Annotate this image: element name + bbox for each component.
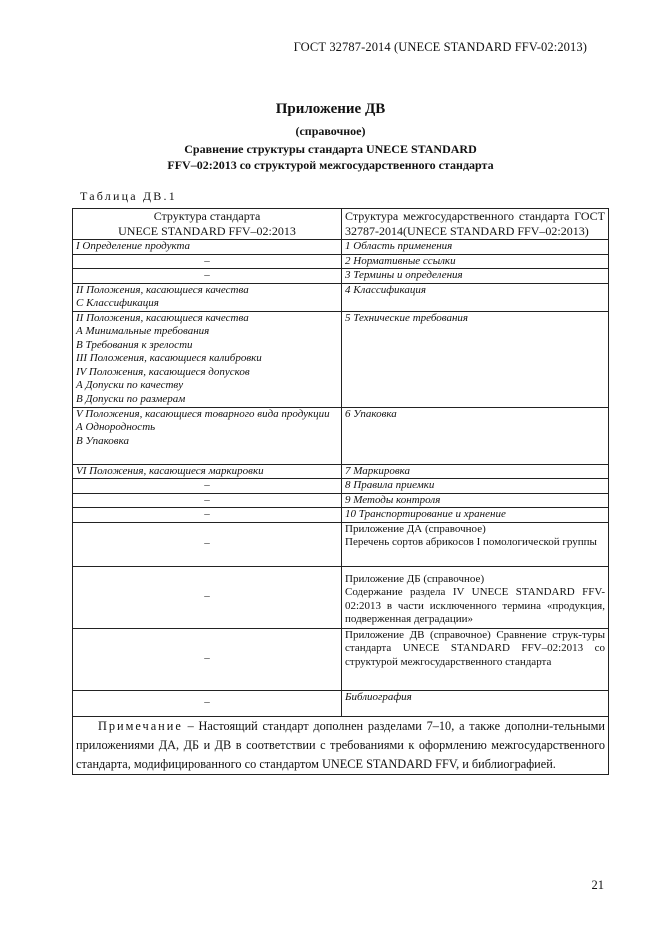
- right-structure-cell: [342, 269, 609, 284]
- right-cell-line: 4 Классификация: [345, 283, 427, 296]
- note-text: – Настоящий стандарт дополнен разделами 7–10, а также дополни-тельными приложениями ДА, ДБ и ДВ в соответствии с требованиями к оформлению межгосударственного стандарта, модифицированного со стандартом UNECE STANDARD FFV, и библиографией.: [76, 718, 605, 771]
- right-cell-line: Содержание раздела IV UNECE STANDARD FFV-02:2013 в части исключенного термина «продукция, подверженная деградации»: [345, 586, 605, 625]
- running-header: ГОСТ 32787-2014 (UNECE STANDARD FFV-02:2013): [293, 40, 587, 54]
- left-structure-cell: [73, 283, 342, 311]
- left-cell-line: –: [204, 269, 210, 281]
- right-cell-line: 3 Термины и определения: [345, 269, 463, 281]
- left-structure-cell: [73, 479, 342, 494]
- right-structure-cell: [342, 690, 609, 716]
- table-row: [73, 493, 609, 508]
- left-cell-line: IV Положения, касающиеся допусков: [76, 365, 250, 378]
- table-row: [73, 522, 609, 566]
- left-cell-line: –: [204, 508, 210, 520]
- left-cell-line: А Однородность: [76, 421, 156, 433]
- right-cell-line: 5 Технические требования: [345, 311, 469, 324]
- left-cell-line: –: [204, 254, 210, 267]
- header-right-cell: Структура межгосударственного стандарта ГОСТ 32787-2014(UNECE STANDARD FFV–02:2013): [342, 209, 609, 240]
- left-cell-line: В Требования к зрелости: [76, 338, 193, 351]
- table-row: [73, 254, 609, 269]
- right-structure-cell: [342, 311, 609, 407]
- page-number: 21: [591, 878, 604, 892]
- table-row: [73, 269, 609, 284]
- right-structure-cell: [342, 628, 609, 690]
- appendix-type: (справочное): [295, 124, 366, 138]
- right-cell-line: 7 Маркировка: [345, 464, 411, 477]
- left-cell-line: С Классификация: [76, 297, 159, 309]
- left-cell-line: –: [204, 652, 210, 665]
- left-structure-cell: [73, 493, 342, 508]
- left-structure-cell: [73, 566, 342, 628]
- left-cell-line: V Положения, касающиеся товарного вида продукции: [76, 407, 330, 420]
- right-cell-line: 6 Упаковка: [345, 407, 397, 420]
- note-row: [73, 716, 609, 774]
- right-cell-line: 10 Транспортирование и хранение: [345, 508, 506, 520]
- table-row: [73, 508, 609, 523]
- left-cell-line: –: [204, 696, 210, 709]
- appendix-title: Приложение ДВ: [275, 101, 386, 117]
- table-row: [73, 283, 609, 311]
- table-row: [73, 311, 609, 407]
- left-cell-line: В Допуски по размерам: [76, 392, 186, 405]
- right-structure-cell: [342, 493, 609, 508]
- appendix-caption-line1: Сравнение структуры стандарта UNECE STANDARD: [184, 142, 477, 156]
- left-structure-cell: [73, 254, 342, 269]
- right-structure-cell: [342, 522, 609, 566]
- left-cell-line: II Положения, касающиеся качества: [76, 283, 249, 296]
- left-cell-line: А Минимальные требования: [76, 325, 210, 337]
- right-structure-cell: [342, 407, 609, 464]
- table-label: Таблица ДВ.1: [80, 189, 177, 203]
- right-structure-cell: [342, 508, 609, 523]
- left-cell-line: II Положения, касающиеся качества: [76, 311, 249, 324]
- left-structure-cell: [73, 690, 342, 716]
- table-row: [73, 690, 609, 716]
- note-label: Примечание: [98, 718, 183, 733]
- right-cell-line: Перечень сортов абрикосов I помологической группы: [345, 536, 597, 548]
- left-structure-cell: [73, 628, 342, 690]
- table-row: [73, 628, 609, 690]
- right-cell-line: 9 Методы контроля: [345, 493, 441, 506]
- left-structure-cell: [73, 311, 342, 407]
- left-structure-cell: [73, 269, 342, 284]
- left-cell-line: III Положения, касающиеся калибровки: [76, 352, 262, 364]
- left-cell-line: –: [204, 537, 210, 550]
- note-cell: [73, 716, 609, 774]
- table-row: [73, 566, 609, 628]
- right-structure-cell: [342, 566, 609, 628]
- right-cell-line: 2 Нормативные ссылки: [345, 254, 456, 267]
- right-cell-line: Приложение ДВ (справочное) Сравнение струк-туры стандарта UNECE STANDARD FFV–02:2013 со структурой межгосударственного стандарта: [345, 628, 605, 668]
- left-structure-cell: [73, 240, 342, 255]
- right-cell-line: Приложение ДА (справочное): [345, 522, 486, 535]
- comparison-table: [72, 208, 609, 775]
- table-row: [73, 464, 609, 479]
- header-left-line: Структура стандарта: [153, 209, 261, 223]
- right-cell-line: 8 Правила приемки: [345, 479, 435, 491]
- right-structure-cell: [342, 240, 609, 255]
- table-row: [73, 240, 609, 255]
- right-cell-line: Библиография: [345, 690, 412, 703]
- table-row: [73, 407, 609, 464]
- left-structure-cell: [73, 407, 342, 464]
- appendix-caption-line2: FFV–02:2013 со структурой межгосударственного стандарта: [167, 158, 494, 172]
- right-structure-cell: [342, 283, 609, 311]
- right-structure-cell: [342, 464, 609, 479]
- left-cell-line: VI Положения, касающиеся маркировки: [76, 464, 264, 477]
- right-cell-line: Приложение ДБ (справочное): [345, 572, 485, 585]
- table-header-row: [73, 209, 609, 240]
- header-left-cell: [73, 209, 342, 240]
- left-cell-line: –: [204, 493, 210, 506]
- left-structure-cell: [73, 464, 342, 479]
- right-structure-cell: [342, 479, 609, 494]
- left-cell-line: А Допуски по качеству: [76, 379, 184, 391]
- left-cell-line: I Определение продукта: [76, 240, 191, 252]
- left-cell-line: –: [204, 479, 210, 491]
- left-cell-line: –: [204, 590, 210, 603]
- right-cell-line: 1 Область применения: [345, 240, 453, 252]
- right-structure-cell: [342, 254, 609, 269]
- left-structure-cell: [73, 522, 342, 566]
- table-row: [73, 479, 609, 494]
- header-left-line: UNECE STANDARD FFV–02:2013: [118, 224, 296, 238]
- left-cell-line: В Упаковка: [76, 434, 129, 447]
- left-structure-cell: [73, 508, 342, 523]
